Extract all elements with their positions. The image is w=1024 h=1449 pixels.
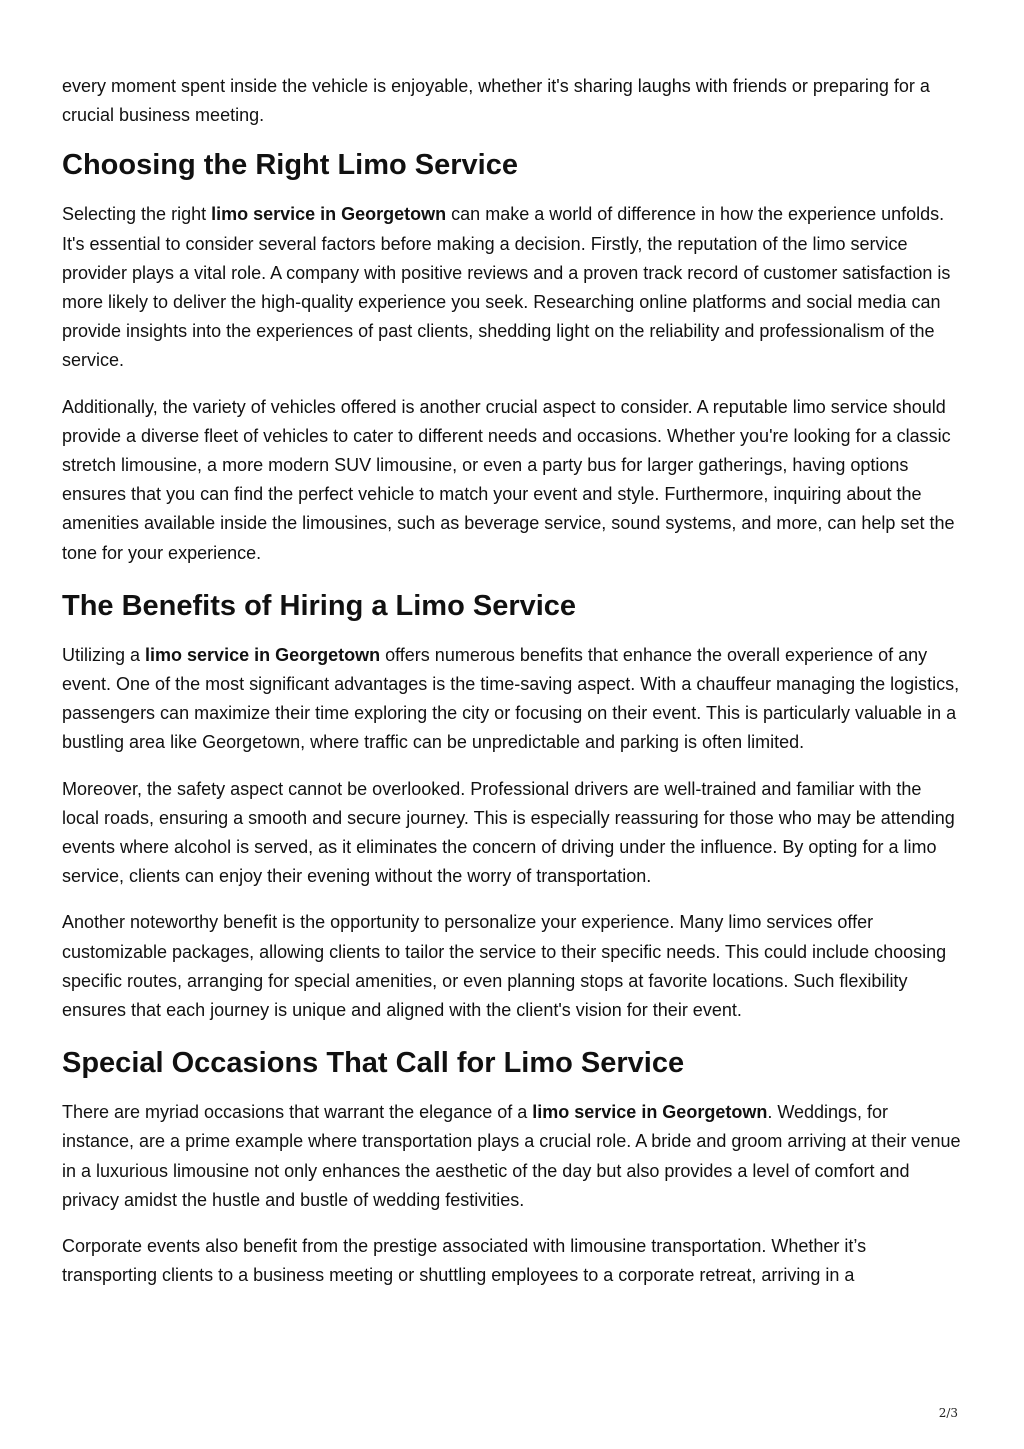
benefits-1-text-before: Utilizing a bbox=[62, 644, 146, 665]
choosing-1-keyword: limo service in Georgetown bbox=[211, 204, 447, 225]
choosing-paragraph-2: Additionally, the variety of vehicles offered is another crucial aspect to consider. A reputable limo service should provide a diverse fleet of vehicles to cater to different needs and occasions. Whether you're looking for a classic stretch limousine, a more modern SUV limousine, or even a party bus for larger gatherings, having options ensures that you can find the perfect vehicle to match your event and style. Furthermore, inquiring about the amenities available inside the limousines, such as beverage service, sound systems, and more, can help set the tone for your experience. bbox=[62, 396, 955, 563]
occasions-1-text-before: There are myriad occasions that warrant the elegance of a bbox=[62, 1102, 533, 1123]
heading-choosing: Choosing the Right Limo Service bbox=[62, 149, 518, 182]
benefits-paragraph-3: Another noteworthy benefit is the opportunity to personalize your experience. Many limo services offer customizable packages, allowing clients to tailor the service to their specific needs. This could include choosing specific routes, arranging for special amenities, or even planning stops at favorite locations. Such flexibility ensures that each journey is unique and aligned with the client's vision for their event. bbox=[62, 912, 947, 1021]
benefits-1-keyword: limo service in Georgetown bbox=[145, 644, 381, 665]
occasions-1-text-after: . Weddings, for instance, are a prime example where transportation plays a crucial role. A bride and groom arriving at their venue in a luxurious limousine not only enhances the aesthetic of the day but also provides a level of comfort and privacy amidst the hustle and bustle of wedding festivities. bbox=[62, 1102, 961, 1210]
occasions-paragraph-2: Corporate events also benefit from the prestige associated with limousine transportation. Whether it’s transporting clients to a business meeting or shuttling employees to a corporate retreat, arriving in a bbox=[62, 1236, 867, 1286]
occasions-1-keyword: limo service in Georgetown bbox=[532, 1102, 768, 1123]
choosing-1-text-before: Selecting the right bbox=[62, 204, 212, 225]
choosing-1-text-after: can make a world of difference in how the experience unfolds. It's essential to consider several factors before making a decision. Firstly, the reputation of the limo service provider plays a vital role. A company with positive reviews and a proven track record of customer satisfaction is more likely to deliver the high-quality experience you seek. Researching online platforms and social media can provide insights into the experiences of past clients, shedding light on the reliability and professionalism of the service. bbox=[62, 204, 951, 371]
intro-tail-paragraph: every moment spent inside the vehicle is enjoyable, whether it's sharing laughs with friends or preparing for a crucial business meeting. bbox=[62, 76, 930, 126]
occasions-paragraph-1 bbox=[62, 1098, 962, 1215]
heading-occasions: Special Occasions That Call for Limo Service bbox=[62, 1047, 685, 1080]
document-page bbox=[62, 72, 962, 1308]
benefits-paragraph-2: Moreover, the safety aspect cannot be overlooked. Professional drivers are well-trained and familiar with the local roads, ensuring a smooth and secure journey. This is especially reassuring for those who may be attending events where alcohol is served, as it eliminates the concern of driving under the influence. By opting for a limo service, clients can enjoy their evening without the worry of transportation. bbox=[62, 778, 955, 887]
heading-benefits: The Benefits of Hiring a Limo Service bbox=[62, 589, 577, 622]
choosing-paragraph-1 bbox=[62, 200, 962, 375]
benefits-1-text-after: offers numerous benefits that enhance the overall experience of any event. One of the most significant advantages is the time-saving aspect. With a chauffeur managing the logistics, passengers can maximize their time exploring the city or focusing on their event. This is particularly valuable in a bustling area like Georgetown, where traffic can be unpredictable and parking is often limited. bbox=[62, 644, 960, 753]
benefits-paragraph-1 bbox=[62, 641, 962, 758]
page-number: 2/3 bbox=[938, 1406, 958, 1420]
